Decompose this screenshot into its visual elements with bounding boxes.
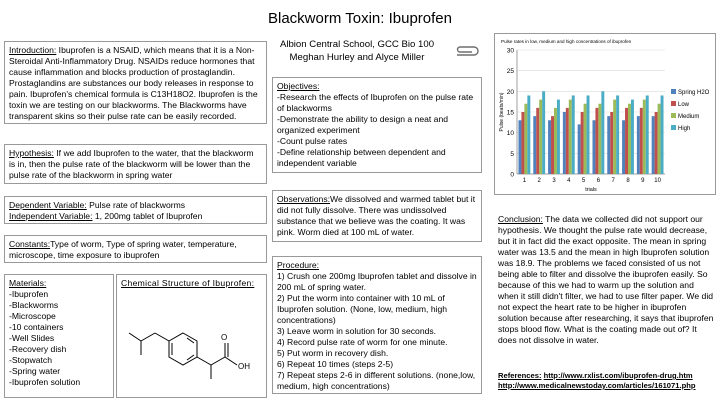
structure-box [116, 274, 267, 398]
bar-spring-h2o [622, 120, 625, 174]
constants-box [4, 235, 267, 263]
bar-low [551, 116, 554, 174]
chart-box [494, 33, 716, 195]
hypothesis-label: Hypothesis: [9, 148, 54, 158]
objectives-box [272, 77, 482, 173]
legend-swatch [671, 113, 676, 118]
variables-box [4, 196, 267, 224]
observations-text: We dissolved and warmed tablet but it did not fully dissolve. There was undissolved substance that we believe was the coating. It was pink. Worm died at 100 mL of water. [277, 194, 476, 237]
x-tick-label: 3 [552, 178, 556, 184]
list-item: -Ibuprofen solution [9, 377, 81, 387]
hypothesis-text: If we add Ibuprofen to the water, that the blackworm is in, then the pulse rate of the blackworm will be lower than the pulse rate of the blackworm in spring water [9, 148, 254, 180]
legend-swatch [671, 101, 676, 106]
y-tick-label: 20 [506, 88, 514, 96]
bar-medium [569, 100, 572, 174]
author-names: Meghan Hurley and Alyce Miller [289, 52, 425, 63]
list-item: -10 containers [9, 322, 64, 332]
ibuprofen-structure-diagram [121, 297, 264, 393]
bar-high [542, 91, 545, 174]
list-item: -Stopwatch [9, 355, 52, 365]
poster-title: Blackworm Toxin: Ibuprofen [268, 10, 452, 27]
list-item: -Ibuprofen [9, 289, 49, 299]
list-item: 6) Repeat 10 times (steps 2-5) [277, 359, 394, 369]
bar-spring-h2o [563, 112, 566, 174]
bar-high [616, 95, 619, 174]
x-tick-label: 8 [626, 178, 630, 184]
bar-medium [643, 100, 646, 174]
x-tick-label: 9 [641, 178, 645, 184]
procedure-label: Procedure: [277, 260, 320, 270]
bar-low [536, 108, 539, 174]
conclusion-label: Conclusion: [498, 214, 543, 224]
bar-high [587, 95, 590, 174]
bar-spring-h2o [637, 116, 640, 174]
list-item: -Well Slides [9, 333, 55, 343]
bar-spring-h2o [518, 120, 521, 174]
y-tick-label: 0 [510, 171, 514, 179]
materials-label: Materials: [9, 278, 47, 288]
list-item: 3) Leave worm in solution for 30 seconds. [277, 326, 437, 336]
x-tick-label: 6 [596, 178, 601, 184]
list-item: 5) Put worm in recovery dish. [277, 348, 389, 358]
y-tick-label: 5 [510, 150, 514, 158]
bar-medium [539, 100, 542, 174]
x-axis-label: trials [585, 187, 597, 193]
school-credit [272, 38, 442, 64]
y-tick-label: 30 [506, 47, 514, 55]
legend-label: Low [678, 102, 690, 108]
y-axis-label: Pulse (beats/min) [499, 92, 505, 132]
bar-low [581, 112, 584, 174]
bar-low [595, 108, 598, 174]
objectives-label: Objectives: [277, 81, 320, 91]
bar-spring-h2o [548, 120, 551, 174]
bar-high [572, 95, 575, 174]
observations-label: Observations: [277, 194, 331, 204]
conclusion-block [498, 214, 714, 346]
x-tick-label: 5 [581, 178, 586, 184]
bar-medium [584, 104, 587, 174]
bar-low [655, 112, 658, 174]
dependent-text: Pulse rate of blackworms [86, 200, 186, 210]
bar-medium [554, 108, 557, 174]
references-label: References: [498, 371, 542, 380]
dependent-label: Dependent Variable: [9, 200, 87, 210]
x-tick-label: 2 [537, 178, 541, 184]
bar-high [631, 100, 634, 174]
chart-title: Pulse rates in low, medium and high concentrations of ibuprofen [501, 39, 632, 44]
x-tick-label: 10 [654, 178, 661, 184]
bar-spring-h2o [652, 116, 655, 174]
hypothesis-box [4, 144, 267, 184]
y-tick-label: 15 [506, 109, 514, 117]
x-tick-label: 1 [522, 178, 527, 184]
bar-low [625, 108, 628, 174]
bar-spring-h2o [592, 120, 595, 174]
introduction-text: Ibuprofen is a NSAID, which means that it is a Non-Steroidal Anti-Inflammatory Drug. NSAIDs reduce hormones that cause inflammation and blocks production of prostaglandin. Prostaglandins are substances our body releases in response to pain. Ibuprofen's chemical formula is C13H18O2. Ibuprofen is the toxin we are testing on our blackworms. The Blackworms have transparent skins so their pulse rate can be easily recorded. [9, 45, 258, 121]
references-block [498, 371, 718, 391]
paperclip-icon [455, 45, 481, 59]
list-item: -Recovery dish [9, 344, 67, 354]
list-item: -Count pulse rates [277, 136, 348, 146]
bar-medium [613, 100, 616, 174]
oxygen-atom-label: O [221, 333, 228, 342]
bar-high [557, 100, 560, 174]
list-item: -Demonstrate the ability to design a neat and organized experiment [277, 114, 449, 135]
legend-label: High [678, 126, 691, 132]
bar-low [610, 112, 613, 174]
independent-text: 1, 200mg tablet of Ibuprofen [92, 211, 203, 221]
reference-link-medicalnewstoday[interactable]: http://www.medicalnewstoday.com/articles/161071.php [498, 381, 696, 390]
bar-medium [658, 104, 661, 174]
introduction-label: Introduction: [9, 45, 57, 55]
list-item: 4) Record pulse rate of worm for one minute. [277, 337, 448, 347]
bar-low [521, 112, 524, 174]
materials-box [4, 274, 114, 398]
list-item: 1) Crush one 200mg Ibuprofen tablet and dissolve in 200 mL of spring water. [277, 271, 477, 292]
reference-link-rxlist[interactable]: http://www.rxlist.com/ibuprofen-drug.htm [543, 371, 693, 380]
y-tick-label: 10 [506, 130, 514, 138]
x-tick-label: 7 [611, 178, 615, 184]
introduction-box [4, 41, 267, 124]
x-tick-label: 4 [567, 178, 571, 184]
dependent-variable [9, 200, 262, 211]
list-item: -Spring water [9, 366, 61, 376]
bar-low [566, 108, 569, 174]
legend-label: Spring H2O [678, 90, 710, 96]
procedure-box [272, 256, 482, 394]
hydroxyl-group-label: OH [238, 362, 250, 371]
legend-swatch [671, 89, 676, 94]
list-item: 7) Repeat steps 2-6 in different solutions. (none,low, medium, high concentrations) [277, 370, 476, 391]
bar-medium [628, 104, 631, 174]
legend-swatch [671, 125, 676, 130]
list-item: -Research the effects of Ibuprofen on the pulse rate of blackworms [277, 92, 474, 113]
independent-label: Independent Variable: [9, 211, 93, 221]
structure-label: Chemical Structure of Ibuprofen: [121, 278, 255, 288]
list-item: -Blackworms [9, 300, 59, 310]
bar-medium [524, 104, 527, 174]
list-item: -Define relationship between dependent and independent variable [277, 147, 446, 168]
materials-list [9, 289, 109, 388]
list-item: 2) Put the worm into container with 10 mL of Ibuprofen solution. (None, low, medium, high concentrations) [277, 293, 448, 325]
legend-label: Medium [678, 114, 700, 120]
bar-spring-h2o [578, 124, 581, 174]
bar-spring-h2o [607, 116, 610, 174]
bar-high [527, 95, 530, 174]
conclusion-text: The data we collected did not support our hypothesis. We thought the pulse rate would decrease, but it in fact did the exact opposite. The mean in spring water was 13.5 and the mean in high Ibuprofen solution was 18.9. The problems we faced consisted of us not being able to filter and dissolve the ibuprofen easily. So because of this we had to warm up the solution and when it still didn't filter, we had to use filter paper. We did not expect the heart rate to be higher in ibuprofen solution because after researching, it says that ibuprofen stops blood flow. What is the coating made out of? It does not dissolve in water. [498, 214, 714, 345]
bar-low [640, 108, 643, 174]
constants-label: Constants: [9, 239, 51, 249]
bar-high [646, 95, 649, 174]
bar-high [601, 91, 604, 174]
pulse-rate-chart [495, 34, 715, 194]
bar-spring-h2o [533, 116, 536, 174]
y-tick-label: 25 [506, 68, 514, 76]
school-name: Albion Central School, GCC Bio 100 [279, 39, 435, 50]
independent-variable [9, 211, 262, 222]
bar-medium [598, 104, 601, 174]
bar-high [661, 95, 664, 174]
constants-text: Type of worm, Type of spring water, temperature, microscope, time exposure to ibuprofen [9, 239, 237, 260]
observations-box [272, 190, 482, 242]
list-item: -Microscope [9, 311, 56, 321]
